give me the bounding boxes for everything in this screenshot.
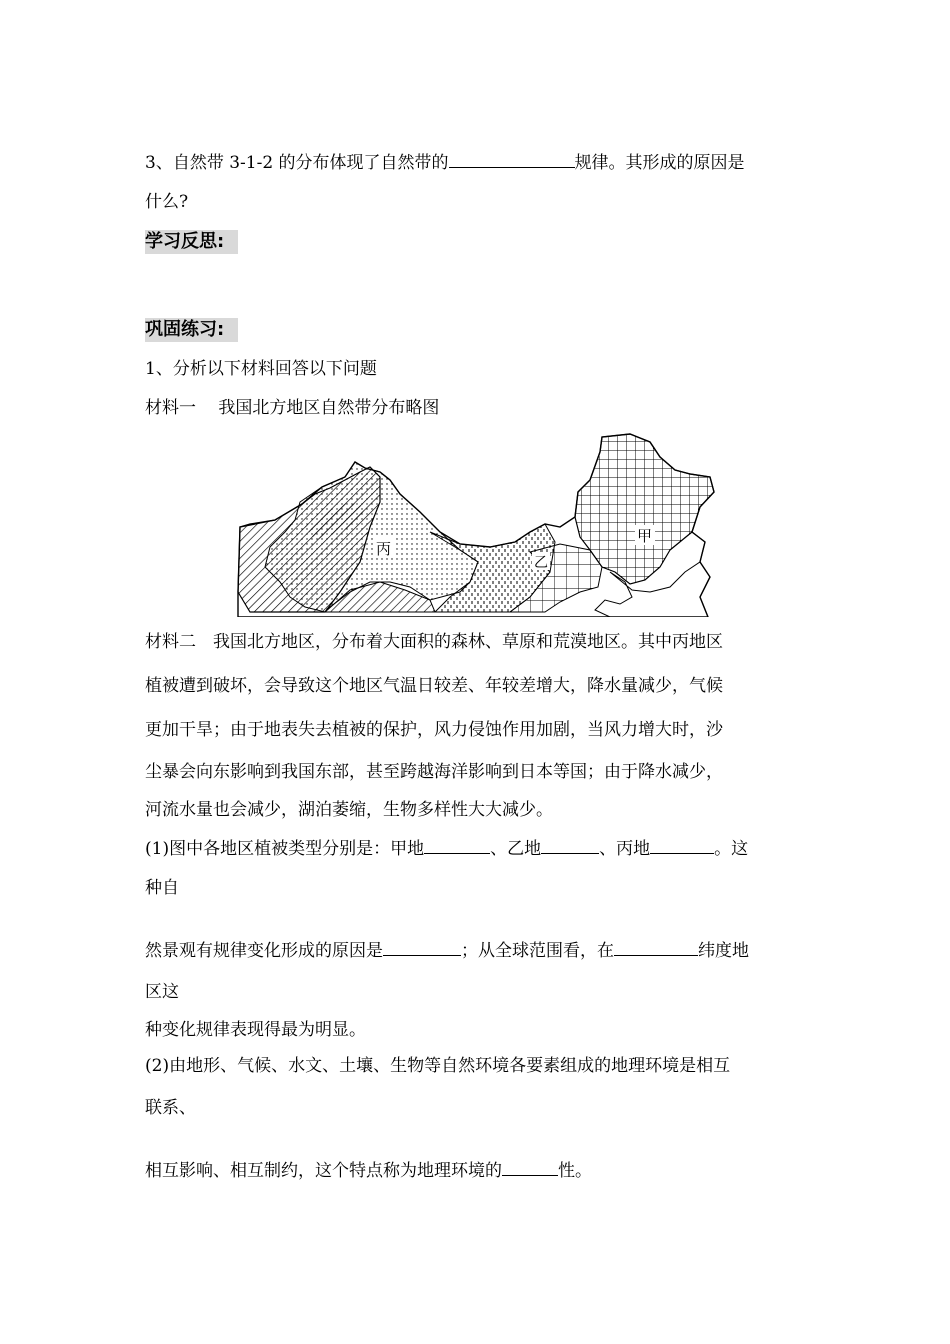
question-1-part-b: 、乙地	[490, 839, 542, 859]
blank-yi[interactable]	[541, 836, 599, 854]
material-2-line-1: 材料二 我国北方地区，分布着大面积的森林、草原和荒漠地区。其中丙地区	[145, 632, 723, 652]
map-label-bing: 丙	[376, 540, 392, 558]
blank-latitude[interactable]	[614, 938, 698, 956]
question-1-line-3-c: 纬度地	[698, 941, 749, 961]
map-label-yi: 乙	[534, 555, 548, 571]
blank-jia[interactable]	[424, 836, 490, 854]
question-2-line-2: 联系、	[145, 1098, 196, 1118]
map-label-jia: 甲	[637, 527, 653, 545]
exercise-1-title: 1、分析以下材料回答以下问题	[145, 359, 377, 379]
question-3-line-1	[145, 150, 745, 175]
question-1-part-a: (1)图中各地区植被类型分别是：甲地	[145, 839, 425, 859]
material-1-caption: 材料一 我国北方地区自然带分布略图	[145, 398, 440, 418]
vegetation-zone-map	[230, 432, 720, 617]
question-1-part-c: 、丙地	[599, 839, 651, 859]
practice-heading: 巩固练习:	[145, 318, 238, 342]
blank-bing[interactable]	[650, 836, 714, 854]
reflection-heading: 学习反思:	[145, 230, 238, 254]
question-3-suffix: 规律。其形成的原因是	[574, 153, 745, 173]
question-3-blank[interactable]	[449, 150, 575, 168]
material-2-line-5: 河流水量也会减少，湖泊萎缩，生物多样性大大减少。	[145, 800, 553, 820]
material-2-line-3: 更加干旱；由于地表失去植被的保护，风力侵蚀作用加剧，当风力增大时，沙	[145, 720, 723, 740]
question-2-line-1: (2)由地形、气候、水文、土壤、生物等自然环境各要素组成的地理环境是相互	[145, 1056, 731, 1076]
question-2-line-3-b: 性。	[558, 1161, 592, 1181]
question-1-line-3	[145, 938, 749, 963]
question-1-part-d: 。这	[714, 839, 749, 859]
blank-reason[interactable]	[383, 938, 461, 956]
material-2-line-4: 尘暴会向东影响到我国东部，甚至跨越海洋影响到日本等国；由于降水减少，	[145, 762, 723, 782]
question-2-line-3-a: 相互影响、相互制约，这个特点称为地理环境的	[145, 1161, 502, 1181]
material-2-line-2: 植被遭到破坏，会导致这个地区气温日较差、年较差增大，降水量减少，气候	[145, 676, 723, 696]
question-1-line-3-a: 然景观有规律变化形成的原因是	[145, 941, 383, 961]
question-1-line-5: 种变化规律表现得最为明显。	[145, 1020, 366, 1040]
question-1-line-3-b: ；从全球范围看，在	[461, 941, 614, 961]
question-2-line-3	[145, 1158, 592, 1183]
question-1-line-4: 区这	[145, 982, 179, 1002]
blank-property[interactable]	[502, 1158, 558, 1176]
question-1-line-2: 种自	[145, 878, 179, 898]
question-3-line-2: 什么?	[145, 192, 189, 212]
question-1-line-1	[145, 836, 748, 861]
question-3-prefix: 3、自然带 3-1-2 的分布体现了自然带的	[145, 153, 449, 173]
